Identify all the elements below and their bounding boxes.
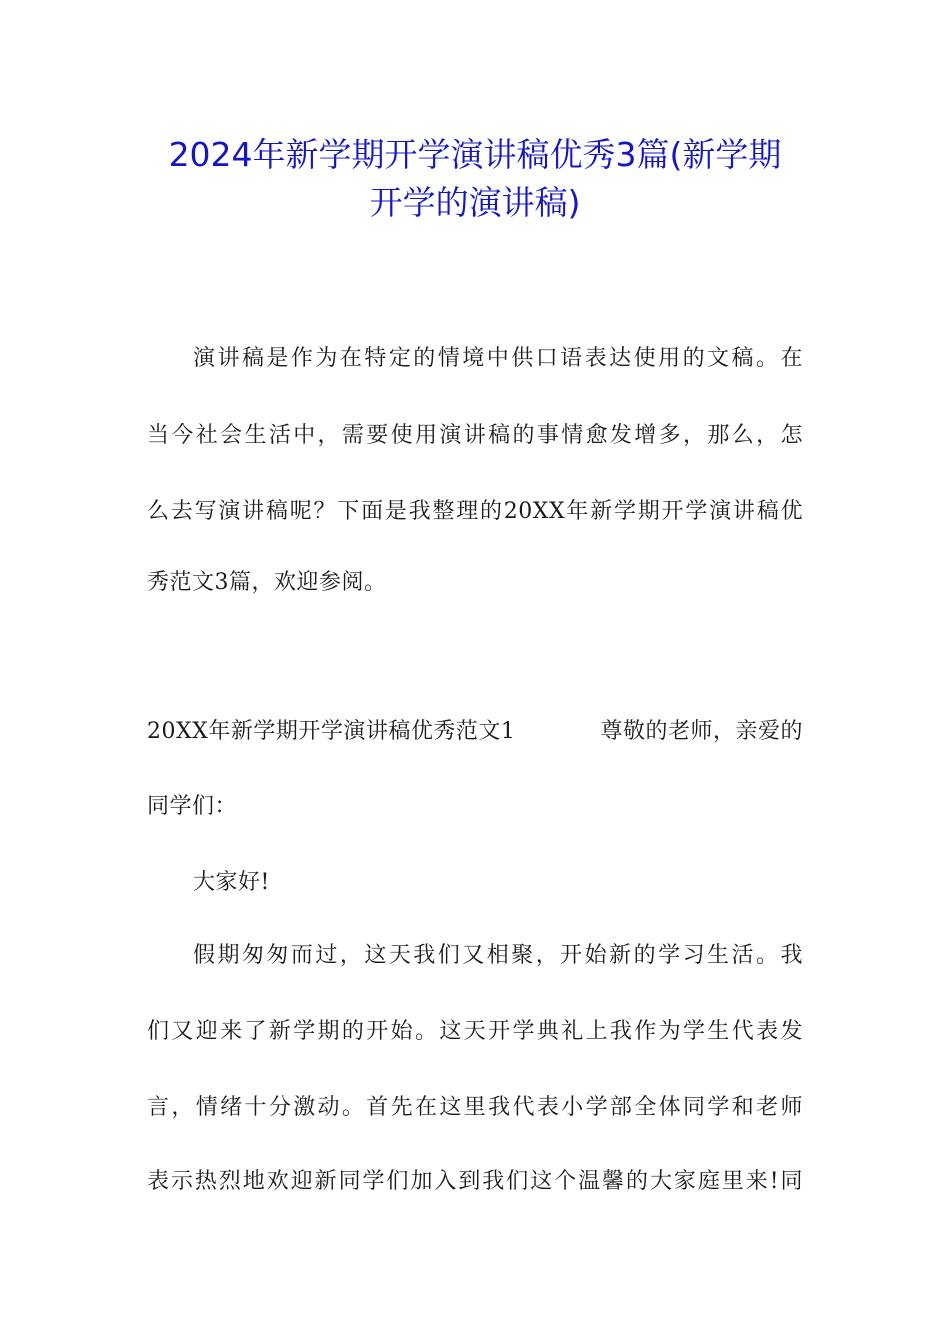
document-title-line-2: 开学的演讲稿) — [369, 183, 581, 222]
body-line-2: 们又迎来了新学期的开始。这天开学典礼上我作为学生代表发 — [147, 1019, 803, 1044]
intro-line-3: 么去写演讲稿呢？下面是我整理的20XX年新学期开学演讲稿优 — [147, 499, 803, 524]
body-line-1: 假期匆匆而过，这天我们又相聚，开始新的学习生活。我 — [193, 943, 803, 968]
document-title-line-1: 2024年新学期开学演讲稿优秀3篇(新学期 — [168, 135, 782, 174]
salutation-start: 尊敬的老师，亲爱的 — [600, 719, 803, 744]
greeting: 大家好! — [193, 870, 270, 895]
salutation-end: 同学们： — [147, 794, 238, 819]
intro-line-1: 演讲稿是作为在特定的情境中供口语表达使用的文稿。在 — [193, 346, 803, 371]
section-1-heading: 20XX年新学期开学演讲稿优秀范文1 — [147, 719, 516, 744]
intro-line-4: 秀范文3篇，欢迎参阅。 — [147, 570, 387, 595]
body-line-4: 表示热烈地欢迎新同学们加入到我们这个温馨的大家庭里来!同 — [147, 1169, 803, 1194]
body-line-3: 言，情绪十分激动。首先在这里我代表小学部全体同学和老师 — [147, 1095, 803, 1120]
section-1-heading-line — [147, 721, 803, 743]
intro-line-2: 当今社会生活中，需要使用演讲稿的事情愈发增多，那么，怎 — [147, 423, 803, 448]
